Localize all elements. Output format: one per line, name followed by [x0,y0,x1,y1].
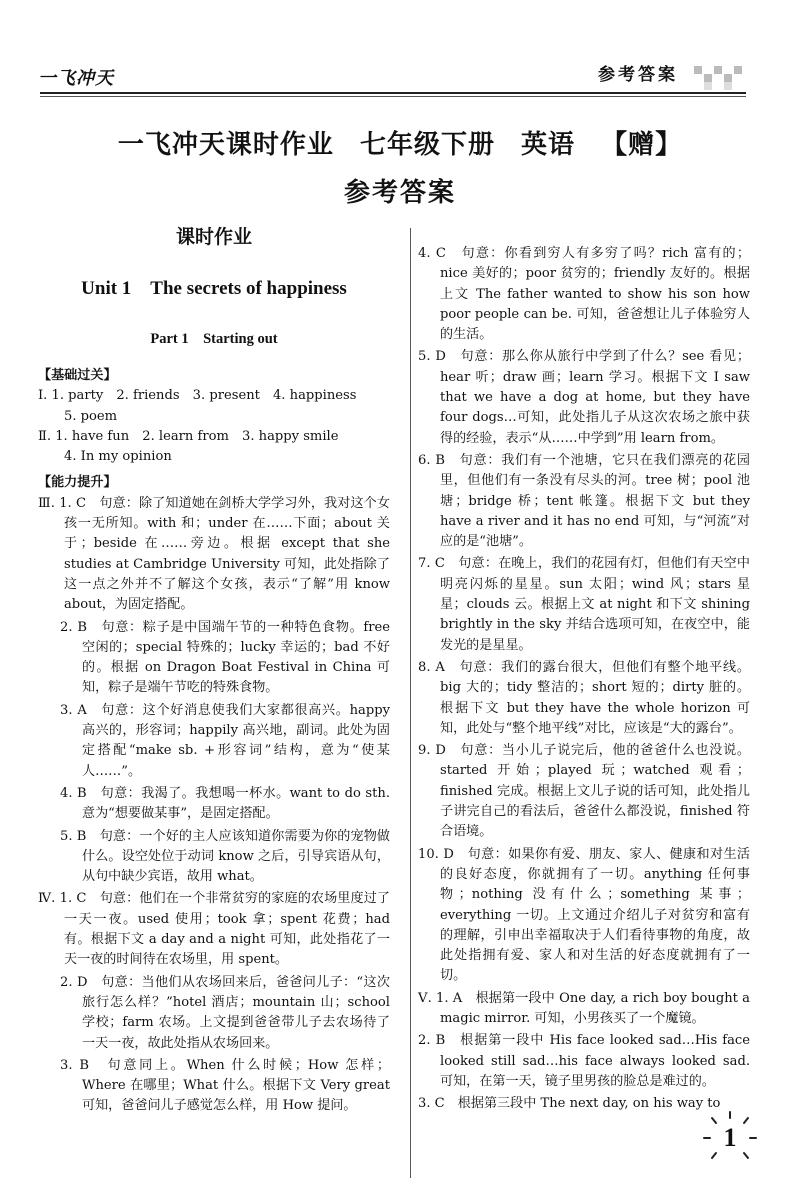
right-column [418,244,750,1116]
answer-item: 5. D 句意：那么你从旅行中学到了什么？see 看见；hear 听；draw 画；learn 学习。根据下文 I saw that we have a dog at home, but they have four dogs…可知，此处指儿子从这次农场之旅中获得的经验，表示“从……中学到”用 learn from。 [418,349,750,446]
answer-item: 3. A 句意：这个好消息使我们大家都很高兴。happy 高兴的，形容词；happily 高兴地，副词。此处为固定搭配“make sb. +形容词”结构，意为“使某人……”。 [60,702,390,779]
page-number: 1 [723,1123,737,1152]
answer-line: 4. In my opinion [64,449,172,465]
answer-item: 2. D 句意：当他们从农场回来后，爸爸问儿子：“这次旅行怎么样？”hotel 酒店；mountain 山；school 学校；farm 农场。上文提到爸爸带儿子去农场待了一天一夜，故此处指从农场回来。 [60,974,390,1051]
answer-item: 7. C 句意：在晚上，我们的花园有灯，但他们有天空中明亮闪烁的星星。sun 太阳；wind 风；stars 星星；clouds 云。根据上文 at night 和下文 shining brightly in the sky 并结合选项可知，在夜空中，能发光的是星星。 [418,556,750,653]
column-divider [410,228,411,1178]
answer-item: 3. C 根据第三段中 The next day, on his way to [418,1096,721,1112]
page-title [0,124,800,161]
answer-item: 4. B 句意：我渴了。我想喝一杯水。want to do sth. 意为“想要做某事”，是固定搭配。 [60,785,390,822]
title-gift: 【赠】 [601,130,683,160]
answer-item: Ⅴ. 1. A 根据第一段中 One day, a rich boy bought a magic mirror. 可知，小男孩买了一个魔镜。 [418,990,750,1026]
unit-heading: Unit 1 The secrets of happiness [81,278,347,299]
answer-item: 4. C 句意：你看到穷人有多穷了吗？rich 富有的；nice 美好的；poor 贫穷的；friendly 友好的。根据上文 The father wanted to show his son how poor people can be. 可知，爸爸想让儿子体验穷人的生活。 [418,246,750,343]
header-rule [40,92,746,94]
left-column [38,222,390,1119]
answer-item: 8. A 句意：我们的露台很大，但他们有整个地平线。big 大的；tidy 整洁的；short 短的；dirty 脏的。根据下文 but they have the whole horizon 可知，此处与“整个地平线”对比，应该是“大的露台”。 [418,659,750,736]
answer-line: 5. poem [64,408,118,424]
answer-item: 3. B 句意同上。When 什么时候；How 怎样；Where 在哪里；What 什么。根据下文 Very great 可知，爸爸问儿子感觉怎么样，用 How 提问。 [60,1057,390,1114]
answer-item: Ⅳ. 1. C 句意：他们在一个非常贫穷的家庭的农场里度过了一天一夜。used 使用；took 拿；spent 花费；had 有。根据下文 a day and a night 可知，此处指花了一天一夜的时间待在农场里，用 spent。 [38,891,390,968]
answer-item: 6. B 句意：我们有一个池塘，它只在我们漂亮的花园里，但他们有一条没有尽头的河。tree 树；pool 池塘；bridge 桥；tent 帐篷。根据下文 but they have a river and it has no end 可知，与“河流”对应的是“池塘”。 [418,452,750,550]
header-decoration [694,66,746,90]
section-label: 参考答案 [598,65,678,85]
answer-item: Ⅲ. 1. C 句意：除了知道她在剑桥大学学习外，我对这个女孩一无所知。with 和；under 在……下面；about 关于；beside 在……旁边。根据 except that she studies at Cambridge University 可知，此处指除了这一点之外并不了解这个女孩，表示“了解”用 know about，为固定搭配。 [38,495,390,613]
answer-line: Ⅱ. 1. have fun 2. learn from 3. happy smile [38,428,339,444]
answer-item: 10. D 句意：如果你有爱、朋友、家人、健康和对生活的良好态度，你就拥有了一切。anything 任何事物；nothing 没有什么；something 某事；everything 一切。上文通过介绍儿子对贫穷和富有的理解，引申出幸福取决于人们看待事物的角度，故此处指拥有爱、家人和对生活的好态度就拥有了一切。 [418,846,750,984]
answer-item: 9. D 句意：当小儿子说完后，他的爸爸什么也没说。started 开始；played 玩；watched 观看；finished 完成。根据上文儿子说的话可知，此处指儿子讲完自己的看法后，爸爸什么都没说，finished 符合语境。 [418,743,750,840]
header-rule-thin [40,96,746,97]
page-subtitle: 参考答案 [343,178,456,208]
title-grade: 七年级下册 [359,130,495,160]
answer-item: 2. B 句意：粽子是中国端午节的一种特色食物。free 空闲的；special 特殊的；lucky 幸运的；bad 不好的。根据 on Dragon Boat Festival in China 可知，粽子是端午节吃的特殊食物。 [60,619,390,696]
advanced-section-label: 【能力提升】 [38,475,117,491]
brand-logo: 一飞冲天 [38,68,114,89]
title-series: 一飞冲天课时作业 [117,130,334,160]
answer-line: Ⅰ. 1. party 2. friends 3. present 4. happiness [38,388,357,404]
answer-item: 2. B 根据第一段中 His face looked sad…His face looked still sad…his face always looked sad. 可知，在第一天，镜子里男孩的脸总是难过的。 [418,1033,750,1089]
basic-section-label: 【基础过关】 [38,368,117,383]
title-subject: 英语 [521,130,576,160]
part-heading: Part 1 Starting out [150,331,278,347]
section-heading: 课时作业 [175,226,252,248]
answer-item: 5. B 句意：一个好的主人应该知道你需要为你的宠物做什么。设空处位于动词 know 之后，引导宾语从句，从句中缺少宾语，故用 what。 [60,828,390,885]
